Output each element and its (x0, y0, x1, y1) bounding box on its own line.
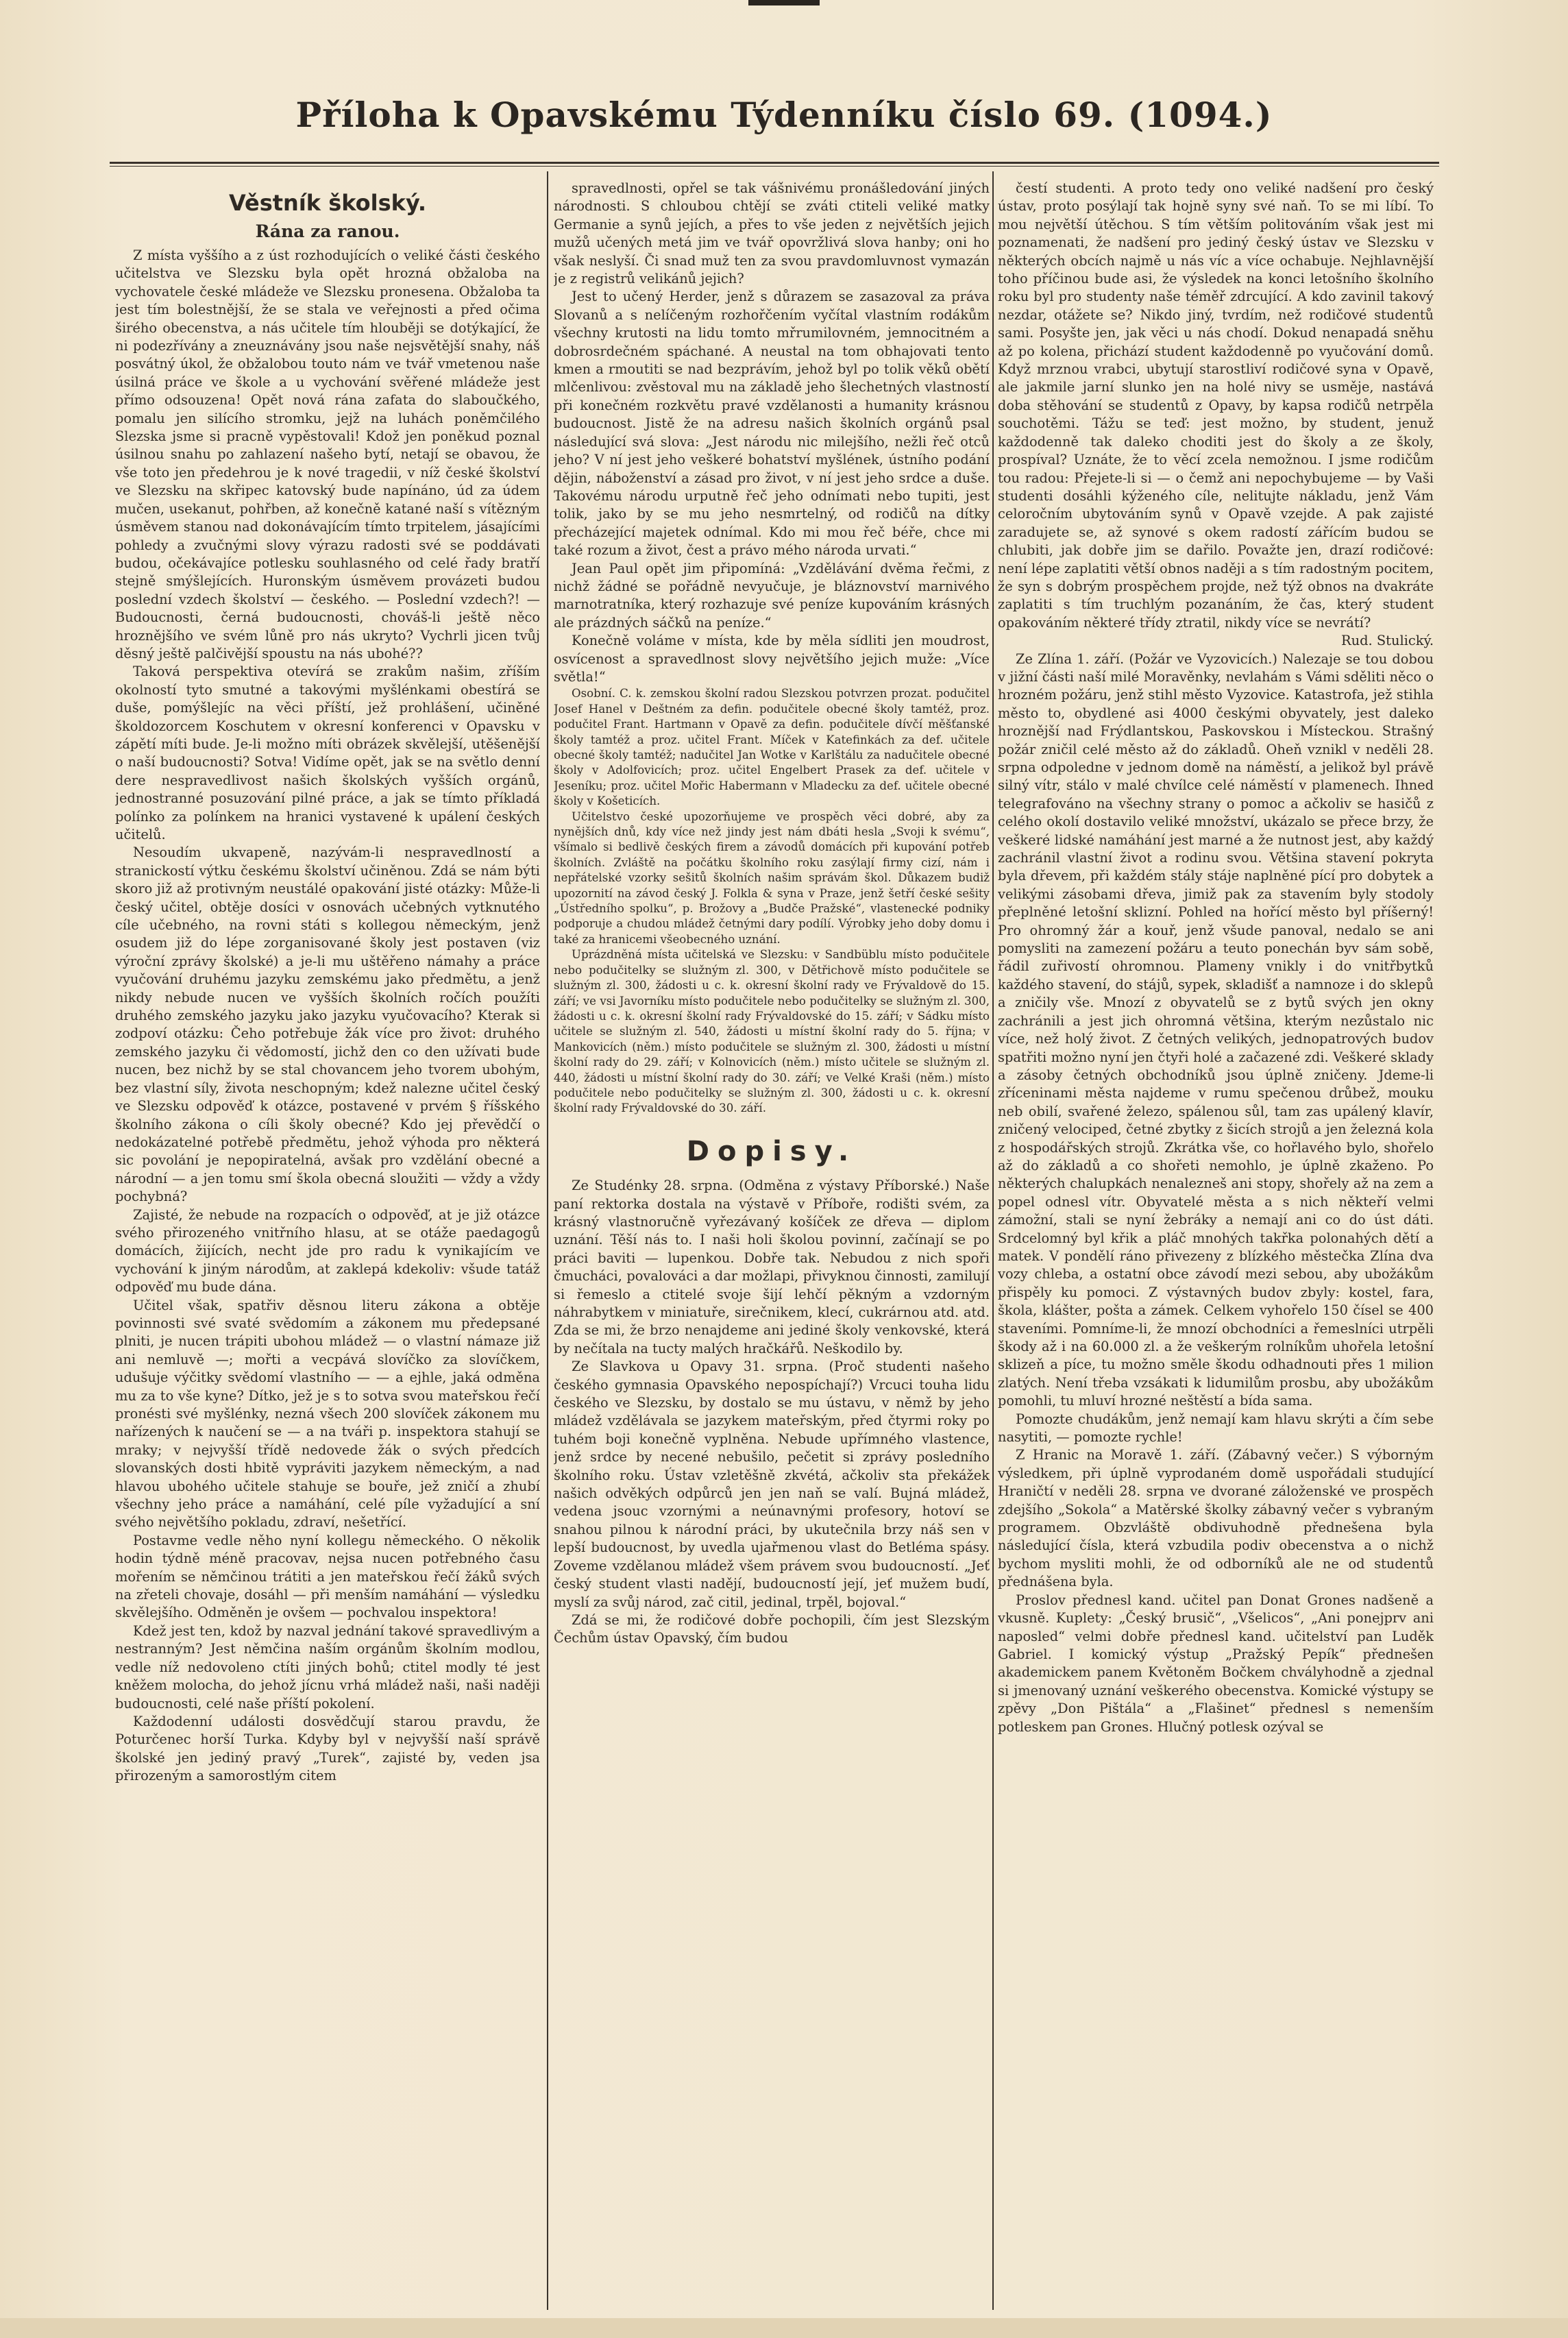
paragraph: Učitel však, spatřiv děsnou literu zákona a obtěje povinnosti své svaté svědomím a zákonem mu předepsané plniti, je nucen trápiti ubohou mládež — o vlastní námaze již ani nemluvě —; mořti a vecpává slovíčko za slovíčkem, udušuje výčitky svědomí vlastního — — a ejhle, jaká odměna mu za to vše kyne? Dítko, jež je s to sotva svou mateřskou řečí pronésti své myšlénky, nezná všech 200 slovíček zákonem mu nařízených k naučení se — a na tváři p. inspektora stahují se mraky; v nejvyšší třídě nedovede žák o svých předcích slovanských dosti hbitě vypráviti jazykem německým, a nad hlavou ubohého učitele stahuje se bouře, jež zničí a zhubí všechny jeho práce a namáhání, celé píle vyžadující a sní svého největšího pokladu, zdraví, nešetřící. (115, 1297, 540, 1531)
notice-personal: Osobní. C. k. zemskou školní radou Slezskou potvrzen prozat. podučitel Josef Hanel v Deštném za defin. podučitele obecné školy tamtéž, proz. podučitel Frant. Hartmann v Opavě za defin. podučitele dívčí měšťanské školy tamtéž a proz. učitel Frant. Míček v Katefinkách za def. učitele obecné školy tamtéž; nadučitel Jan Wotke v Karlštálu za nadučitele obecné školy v Adolfovicích; proz. učitel Engelbert Prasek za def. učitele v Jeseníku; proz. učitel Mořic Habermann v Mladecku za def. učitele obecné školy v Košeticích. (554, 687, 990, 808)
paragraph: Postavme vedle něho nyní kollegu německého. O několik hodin týdně méně pracovav, nejsa nucen potřebného času mořením se němčinou trátiti a jen mateřskou řečí žáků svých na zřeteli chovaje, dosáhl — při menším namáhání — výsledku skvělejšího. Odměněn je ovšem — pochvalou inspektora! (115, 1532, 540, 1621)
column-rule-2 (992, 171, 994, 2310)
paragraph: Kdež jest ten, kdož by nazval jednání takové spravedlivým a nestranným? Jest němčina naším orgánům školním modlou, vedle níž nedovoleno ctíti jiných bohů; ctitel modly té jest kněžem molocha, do jehož jícnu vrhá mládež naši, naši naději budoucnosti, celé naše příští pokolení. (115, 1622, 540, 1712)
article-title: Rána za ranou. (255, 221, 400, 241)
binding-mark (748, 0, 820, 5)
paragraph: Z místa vyššího a z úst rozhodujících o veliké části českého učitelstva ve Slezsku byla opět hrozná obžaloba na vychovatele české mládeže ve Slezsku pronesena. Obžaloba ta jest tím bolestnější, že se stala ve veřejnosti a před očima širého obecenstva, a nás učitele tím hlouběji se dotýkající, že ni podezřívány a zneuznávány jsou naše nejsvětější snahy, náš posvátný úkol, že obžalobou touto nám ve tvář vmetenou naše úsilná práce ve škole a u vychování svěřené mládeže jest přímo odsouzena! Opět nová rána zafata do slaboučkého, pomalu jen silícího stromku, jejž na luhách poněmčilého Slezska jsme si pracně vypěstovali! Kdož jen poněkud poznal úsilnou snahu po zahlazení našeho bytí, netají se obavou, že vše toto jen předehrou je k nové tragedii, v níž české školství ve Slezsku na skřipec katovský bude napínáno, úd za údem mučen, usekanut, pohřben, až konečně katané naší s vítězným úsměvem stanou nad dokonávajícím tímto trpitelem, jásajícími pohledy a zvučnými slovy výrazu radosti své se poddávati budou, očekávajíce potlesku souhlasného od celé řady bratří stejně smýšlejících. Huronským úsměvem provázeti budou poslední vzdech školství — českého. — Poslední vzdech?! — Budoucnosti, černá budoucnosti, chováš-li ještě něco hroznějšího ve svém lůně pro nás ukryto? Vychrli jicen tvůj děsný ještě palčivější spoustu na nás ubohé?? (115, 247, 540, 661)
notice-vacancies: Uprázdněná místa učitelská ve Slezsku: v Sandbüblu místo podučitele nebo podučitelky se služným zl. 300, v Dětřichově místo podučitele se služným zl. 300, žádosti u c. k. okresní školní rady ve Frývaldově do 15. září; ve vsi Javorníku místo podučitele nebo podučitelky se služným zl. 300, žádosti u c. k. okresní školní rady Frývaldovské do 15. září; v Sádku místo učitele se služným zl. 540, žádosti u místní školní rady do 5. října; v Mankovicích (něm.) místo podučitele se služným zl. 300, žádosti u místní školní rady do 29. září; v Kolnovicích (něm.) místo učitele se služným zl. 440, žádosti u místní školní rady do 30. září; ve Velké Kraši (něm.) místo podučitele nebo podučitelky se služným zl. 300, žádosti u c. k. okresní školní rady Frývaldovské do 30. září. (554, 948, 990, 1115)
paragraph: Konečně voláme v místa, kde by měla sídliti jen moudrost, osvícenost a spravedlnost slovy největšího jejich muže: „Více světla!“ (554, 633, 990, 685)
paragraph: Zdá se mi, že rodičové dobře pochopili, čím jest Slezským Čechům ústav Opavský, čím budou (554, 1611, 990, 1646)
paragraph: Taková perspektiva otevírá se zrakům našim, zříším okolností tyto smutné a takovými myšlénkami obestírá se duše, pomýšlejíc na věci příští, jež prohlášení, učiněné školdozorcem Koschutem v okresní konferenci v Opavsku v zápětí míti bude. Je-li možno míti obrázek skvělejší, utěšenější o naší budoucnosti? Sotva! Vidíme opět, jak se na světlo denní dere nespravedlivost našich školských vyšších orgánů, jednostranné posuzování pilné práce, a jak se tímto příkladá polínko za polínkem na hranici vystavené k upálení českých učitelů. (115, 663, 540, 842)
paragraph: Jean Paul opět jim připomíná: „Vzdělávání dvěma řečmi, z nichž žádné se pořádně nevyučuje, je bláznovství marnivého marnotratníka, který rozhazuje své peníze kupováním krásných ale prázdných sáčků na peníze.“ (554, 560, 990, 631)
paragraph: Zajisté, že nebude na rozpacích o odpověď, at je již otázce svého přirozeného vnitřního hlasu, at se otáže paedagogů domácích, žijících, necht jde pro radu k vynikajícím ve vychování k jiným národům, at zaklepá kdekoliv: všude tatáž odpověď mu bude dána. (115, 1206, 540, 1295)
page-title: Příloha k Opavskému Týdenníku číslo 69. (1094.) (295, 95, 1273, 135)
paragraph: spravedlnosti, opřel se tak vášnivému pronášledování jiných národnosti. S chloubou chtějí se zváti ctiteli veliké matky Germanie a synů jejích, a přes to vše jeden z největších jejich mužů učených metá jim ve tvář opovržlivá slova hanby; oni ho však neslyší. Či snad muž ten za svou pravdomluvnost vymazán je z registrů velikánů jejich? (554, 180, 990, 287)
paragraph: Proslov přednesl kand. učitel pan Donat Grones nadšeně a vkusně. Kuplety: „Český brusič“, „Všelicos“, „Ani ponejprv ani naposled“ velmi dobře přednesl kand. učitelství pan Luděk Gabriel. I komický výstup „Pražský Pepík“ přednešen akademickem panem Květoněm Bočkem chvályhodně a zjednal si jmenovaný uznání veškerého obecenstva. Komické výstupy se zpěvy „Don Pištála“ a „Flašinet“ přednesl s nemenším potleskem pan Grones. Hlučný potlesk ozýval se (998, 1592, 1434, 1735)
paragraph: Jest to učený Herder, jenž s důrazem se zasazoval za práva Slovanů a s nelíčeným rozhořčením vyčítal vlastním rodákům všechny krutosti na lidu tomto mřrumilovném, jemnocitném a dobrosrdečném spáchané. A neustal na tom obhajovati tento kmen a rmoutiti se nad bezprávím, jehož byl po tolik věků obětí mlčenlivou: zvěstoval mu na základě jeho šlechetných vlastností při konečném rozkvětu pravé vzdělanosti a humanity krásnou budoucnost. Jistě že na adresu našich školních orgánů psal následující svá slova: „Jest národu nic milejšího, nežli řeč otců jeho? V ní jest jeho veškeré bohatství myšlének, ústního podání dějin, náboženství a zásad pro život, v ní jest jeho srdce a duše. Takovému národu urputně řeč jeho odnímati nebo tupiti, jest tolik, jako by se mu jeho nesmrtelný, od rodičů na dítky přecházející majetek odnímal. Kdo mi mou řeč béře, chce mi také rozum a život, čest a právo mého národa urvati.“ (554, 289, 990, 559)
section-heading: Věstník školský. (228, 190, 427, 216)
column-2 (554, 180, 990, 2325)
paragraph: Každodenní události dosvědčují starou pravdu, že Poturčenec horší Turka. Kdyby byl v nejvyšší naší správě školské jen jediný pravý „Turek“, zajisté by, veden jsa přirozeným a samorostlým citem (115, 1713, 540, 1784)
paragraph: Z Hranic na Moravě 1. září. (Zábavný večer.) S výborným výsledkem, při úplně vyprodaném domě uspořádali studující Hraničtí v neděli 28. srpna ve dvorané záloženské ve prospěch zdejšího „Sokola“ a Matěrské školky zábavný večer s vybraným programem. Obzvláště obdivuhodně přednešena byla následující čísla, která vzbudila podiv obecenstva a o nichž bychom mysliti mohli, že od odborníků ale ne od studentů přednášena byla. (998, 1447, 1434, 1590)
paragraph: Ze Studénky 28. srpna. (Odměna z výstavy Příborské.) Naše paní rektorka dostala na výstavě v Příboře, rodišti svém, za krásný vlastnoručně vyřezávaný košíček ze dřeva — diplom uznání. Těší nás to. I naši holi školou povinní, začínají se po práci baviti — lupenkou. Dobře tak. Nebudou z nich spoři čmucháci, povalováci a dar možlapi, přivyknou činnosti, zamilují si řemeslo a ctitelé svoje šijí lehčí pěkným a vzdorným náhrabytkem v miniatuře, sirečnikem, klecí, cukrárnou atd. atd. Zda se mi, že brzo nenajdeme ani jediné školy venkovské, která by nečítala na tucty malých hračkářů. Neškodilo by. (554, 1178, 990, 1356)
paragraph: Nesoudím ukvapeně, nazývám-li nespravedlností a stranickostí výtku českému školství učiněnou. Zdá se nám býti skoro již až protivným neustálé opakování jisté otázky: Může-li český učitel, obtěje dosíci v osnovách učebných vytknutého cíle učebného, na rovni státi s kollegou německým, jenž osudem již do lépe zorganisované školy jest postaven (viz výroční zprávy školské) a je-li mu uštěřeno námahy a práce vyučování druhému jazyku zemskému jako předmětu, a jenž nikdy nebude nucen ve vyšších školních ročích použíti druhého zemského jazyku jako jazyku vyučovacího? Kterak si zodpoví otázku: Čeho potřebuje žák více pro život: druhého zemského jazyku či vědomostí, jichž den co den užívati bude nucen, bez nichž by se stal chovancem jeho tvorem ubohým, bez vlastní síly, života neschopným; kdež nalezne učitel český ve Slezsku odpověď k otázce, postavené v prvém § říšského školního zákona o cíli školy obecné? Kdo jej převědčí o nedokázatelné potřebě předmětu, jehož výhoda pro některá sic povolání je nepopiratelná, avšak pro vzdělání obecné a národní — a jen tomu smí škola obecná sloužiti — vždy a vždy pochybná? (115, 844, 540, 1205)
paragraph: Pomozte chudákům, jenž nemají kam hlavu skrýti a čím sebe nasytiti, — pomozte rychle! (998, 1411, 1434, 1446)
header-rule (110, 162, 1439, 164)
paragraph: čestí studenti. A proto tedy ono veliké nadšení pro český ústav, proto posýlají tak hojně syny své naň. To se mi líbí. To mou největší útěchou. S tím větším politováním však jest mi poznamenati, že nadšení pro jediný český ústav ve Slezsku v některých obcích najmě u nás víc a více ochabuje. Nejhlavnější toho příčinou bude asi, že výsledek na konci letošního školního roku byl pro studenty naše téměř zdrcující. A kdo zavinil takový nezdar, otážete se? Nikdo jiný, tvrdím, než rodičové studentů sami. Posyšte jen, jak věci u nás chodí. Dokud nenapadá sněhu až po kolena, přichází student každodenně po vyučování domů. Když mrznou vrabci, ubytují starostliví rodičové syna v Opavě, ale jakmile jarní slunko jen na holé nivy se usměje, nastává doba stěhování se studentů z Opavy, by kapsa rodičů netrpěla souchotěmi. Tážu se teď: jest možno, by student, jenuž každodenně tak daleko choditi jest do školy a ze školy, prospíval? Uznáte, že to věcí zcela nemožnou. I jsme rodičům tou radou: Přejete-li si — o čemž ani nepochybujeme — by Vaši studenti dosáhli kýženého cíle, nelitujte nákladu, jenž Vám celoročním ubytováním synů v Opavě vzejde. A pak zajisté zaradujete se, až synové s okem radostí zářícím budou se chlubiti, jak dobře jim se dařilo. Považte jen, drazí rodičové: není lépe zaplatiti větší obnos naději a s tím radostným pocitem, že syn s dobrým prospěchem projde, než týž obnos na dvakráte zaplatiti s tím truchlým pozanáním, že čas, který student opakováním některé třídy ztratil, nikdy více se nevrátí? (998, 180, 1434, 631)
notice-teachers: Učitelstvo české upozorňujeme ve prospěch věci dobré, aby za nynějších dnů, kdy více než jindy jest nám dbáti hesla „Svoji k svému“, všímalo si bedlivě českých firem a závodů domácích při kupování potřeb školních. Zvláště na počátku školního roku zasýlají firmy cizí, nám i nepřátelské vzorky sešitů školních našim správám škol. Důkazem budiž upozornití na závod český J. Folkla & syna v Praze, jenž šetří české sešity „Ústředního spolku“, p. Brožovy a „Budče Pražské“, vlastenecké podniky podporuje a chudou mládež četnými dary podílí. Výrobky jeho doby domu i také za hranicemi všeobecného uznání. (554, 809, 990, 946)
signature: Rud. Stulický. (1341, 633, 1434, 649)
column-3 (998, 180, 1434, 2325)
paragraph: Ze Slavkova u Opavy 31. srpna. (Proč studenti našeho českého gymnasia Opavského nepospíchají?) Vrcuci touha lidu českého ve Slezsku, by dostalo se mu ústavu, v němž by jeho mládež vzdělávala se jazykem mateřským, před čtyrmi roky po tuhém boji konečně vyplněna. Nebude upřímného vlastence, jenž srdce by necené nebušilo, pečetit si zprávy posledního školního roku. Ústav vzletěšně zkvétá, ačkoliv sta překážek našich odvěkých odpůrců jen jen naň se valí. Bujná mládež, vedena jsouc vzornými a neúnavnými profesory, hotoví se snahou pilnou k národní práci, by ukutečnila brzy náš sen v lepší budoucnost, by uvedla ujařmenou vlast do Betléma spásy. Zoveme vzdělanou mládež všem právem svou budoucností. „Jeť český student vlasti nadějí, budoucností její, jeť mužem budí, myslí za svůj národ, zač citil, jedinal, trpěl, bojoval.“ (554, 1359, 990, 1610)
column-rule-1 (547, 171, 548, 2310)
section-heading-dopisy: Dopisy. (686, 1135, 857, 1167)
header-rule-thin (110, 166, 1439, 167)
column-1 (115, 180, 540, 2325)
page-bottom-edge (0, 2318, 1568, 2338)
paragraph: Ze Zlína 1. září. (Požár ve Vyzovicích.) Nalezaje se tou dobou v jižní části naší milé Moravěnky, nevlahám s Vámi sděliti něco o hrozném požáru, jenž stihl město Vyzovice. Katastrofa, jež stihla město to, obydlené asi 4000 českými obyvately, jest daleko hroznější nad Frýdlantskou, Paskovskou i Místeckou. Strašný požár zničil celé město až do základů. Oheň vznikl v neděli 28. srpna odpoledne v jednom domě na náměstí, a jelikož byl právě silný vítr, stálo v malé chvílce celé náměstí v plamenech. Ihned telegrafováno na všechny strany o pomoc a ačkoliv se hasičů z celého okolí dostavilo veliké množství, ukázalo se přece brzy, že veškeré lidské namáhání jest marné a že nutnost jest, aby každý zachránil vlastní život a rodinu svou. Většina stavení pokryta byla dřevem, při každém stály stáje naplněné pící pro dobytek a velikými zásobami dřeva, jimiž pak za stavením byly stodoly přeplněné letošní sklizní. Pohled na hořící město byl příšerný! Pro ohromný žár a kouř, jenž všude panoval, nedalo se ani pomysliti na zamezení požáru a teuto ponechán byv sám sobě, řádil zuřivostí ohromnou. Plameny vnikly i do vnitřbytků každého stavení, do stájů, sypek, skladišť a namnoze i do sklepů a zničily vše. Mnozí z obyvatelů se z bytů svých jen okny zachránili a jest jich ohromná většina, kterým nezůstalo nic více, než holý život. Z četných velikých, jednopatrových budov spatřiti možno nyní jen čtyři holé a začazené zdi. Veškeré sklady a zásoby četných obchodníků jsou úplně zničeny. Jdeme-li zříceninami města najdeme v rumu spečenou drůbež, mouku neb obilí, svařené železo, spálenou sůl, tam zas upálený klavír, zničený velociped, četné zbytky z šicích strojů a jen železná kola z hospodářských strojů. Zkrátka vše, co hořlavého bylo, shořelo až do základů a co shořeti nemohlo, je úplně zkaženo. Po některých chalupkách nenalezneš ani stopy, shořely až na zem a popel odnesl vítr. Obyvatelé města a s nich někteří velmi zámožní, stali se nyní žebráky a nemají ani co do úst dáti. Srdcelomný byl křik a pláč mnohých takřka polonahých dětí a matek. V pondělí ráno přivezeny z blízkého městečka Zlína dva vozy chleba, a ostatní obce závodí mezi sebou, aby ubožákům přispěly ku pomoci. Z výstavných budov zbyly: kostel, fara, škola, klášter, pošta a zámek. Celkem vyhořelo 150 čísel se 400 staveními. Pomníme-li, že mnozí obchodníci a řemeslníci utrpěli škody až i na 60.000 zl. a že veškerým rolníkům uhořela letošní sklizeň a píce, tu možno směle škodu odhadnouti přes 1 milion zlatých. Není třeba vzsákati k lidumilům prosbu, aby ubožákům pomohli, tu mluví hrozné neštěstí a bída sama. (998, 650, 1434, 1409)
